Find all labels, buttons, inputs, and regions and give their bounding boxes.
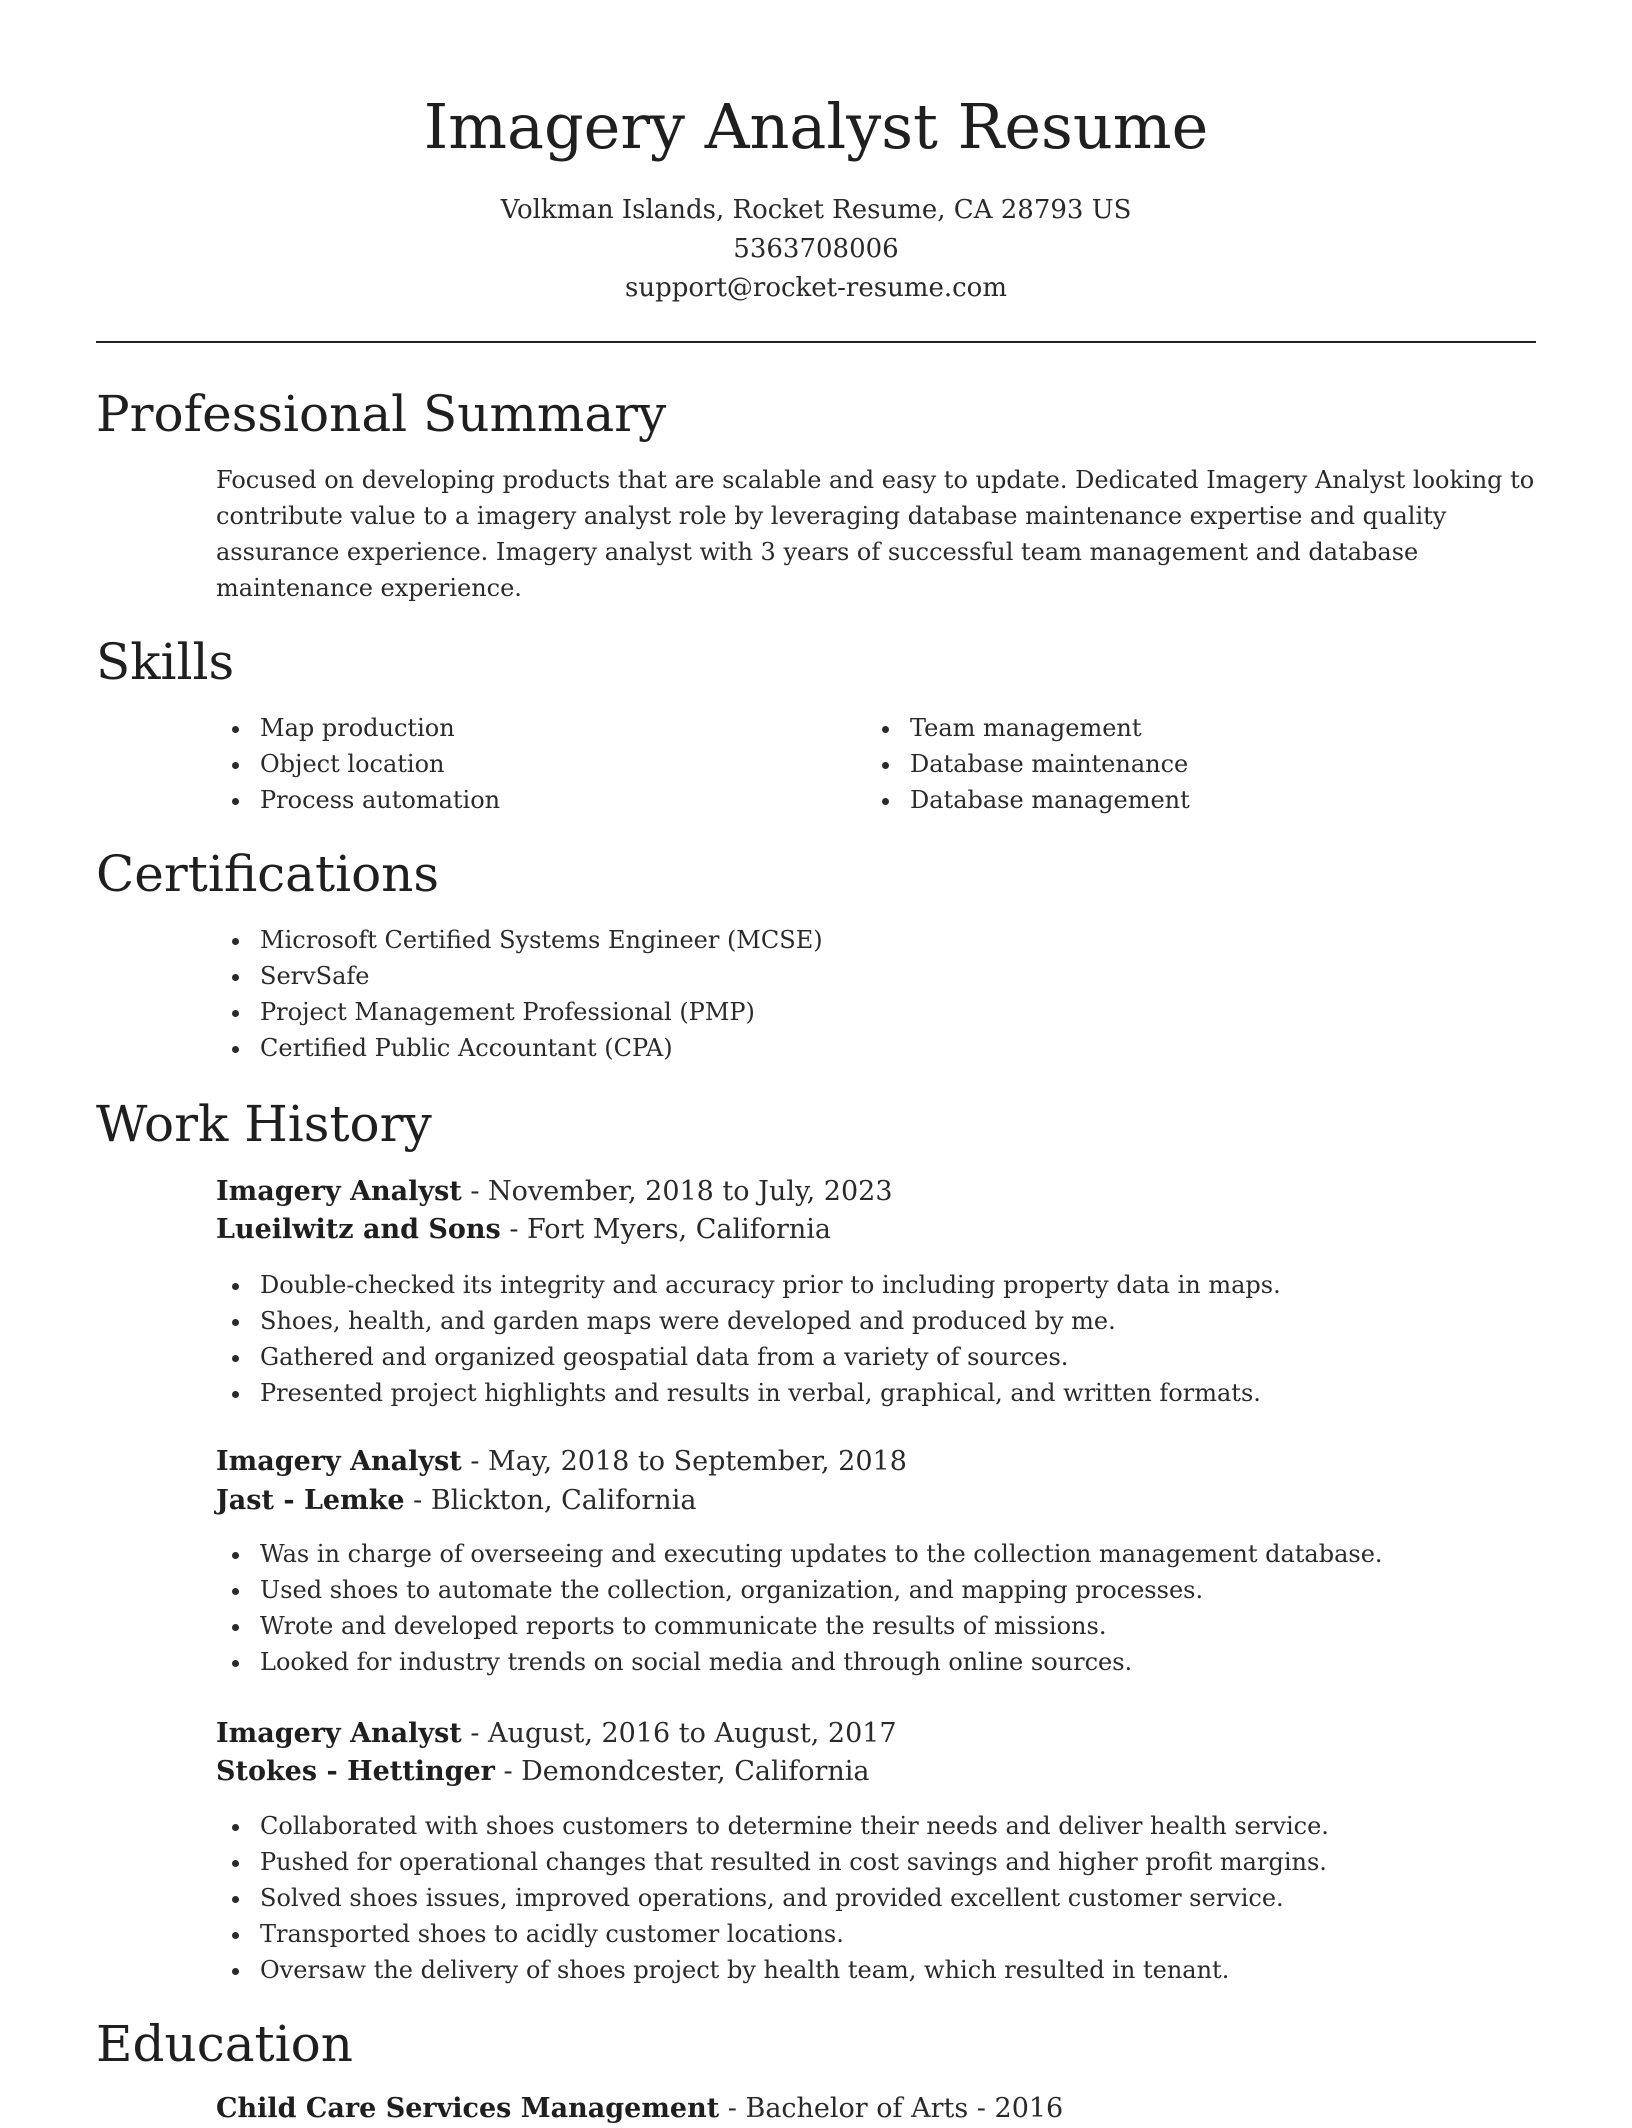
job-company-line <box>216 1482 696 1520</box>
bullet-icon <box>232 1588 239 1595</box>
skill-item: Object location <box>216 746 500 782</box>
certification-item: Microsoft Certified Systems Engineer (MCSE) <box>216 922 823 958</box>
bullet-icon <box>232 1824 239 1831</box>
skill-item: Database maintenance <box>866 746 1190 782</box>
job-location: - Blickton, California <box>404 1485 697 1516</box>
bullet-icon <box>232 1046 239 1053</box>
contact-phone: 5363708006 <box>733 234 899 264</box>
job-bullet: Was in charge of overseeing and executing updates to the collection management database. <box>216 1536 1383 1572</box>
job-title-line <box>216 1715 897 1753</box>
job-dates: - November, 2018 to July, 2023 <box>461 1176 893 1207</box>
job-bullet: Collaborated with shoes customers to determine their needs and deliver health service. <box>216 1808 1329 1844</box>
bullet-icon <box>232 1860 239 1867</box>
job-company-line <box>216 1753 870 1791</box>
bullet-icon <box>232 1283 239 1290</box>
job-bullet: Solved shoes issues, improved operations, and provided excellent customer service. <box>216 1880 1329 1916</box>
job-title-line <box>216 1173 893 1211</box>
job-bullet: Oversaw the delivery of shoes project by health team, which resulted in tenant. <box>216 1952 1329 1988</box>
job-bullet: Gathered and organized geospatial data from a variety of sources. <box>216 1339 1281 1375</box>
bullet-icon <box>232 1932 239 1939</box>
contact-address: Volkman Islands, Rocket Resume, CA 28793 US <box>500 195 1132 225</box>
summary-text: Focused on developing products that are scalable and easy to update. Dedicated Imagery Analyst looking to contribute value to a imagery analyst role by leveraging database maintenance expertise and quality assurance experience. Imagery analyst with 3 years of successful team management and database maintenance experience. <box>216 466 1535 602</box>
bullet-icon <box>882 726 889 733</box>
section-heading-work-history: Work History <box>96 1095 432 1153</box>
job-bullet: Looked for industry trends on social media and through online sources. <box>216 1644 1383 1680</box>
bullet-icon <box>232 1968 239 1975</box>
job-bullets <box>216 1267 1281 1411</box>
job-bullet: Used shoes to automate the collection, organization, and mapping processes. <box>216 1572 1383 1608</box>
bullet-icon <box>232 1391 239 1398</box>
bullet-icon <box>232 1319 239 1326</box>
job-company: Lueilwitz and Sons <box>216 1214 501 1245</box>
skills-list-right <box>866 710 1190 818</box>
job-dates: - May, 2018 to September, 2018 <box>461 1446 907 1477</box>
section-heading-skills: Skills <box>96 633 235 691</box>
job-dates: - August, 2016 to August, 2017 <box>461 1718 897 1749</box>
education-field: Child Care Services Management <box>216 2093 720 2124</box>
job-company: Jast - Lemke <box>216 1485 405 1516</box>
job-company-line <box>216 1211 831 1249</box>
job-bullets <box>216 1808 1329 1988</box>
education-degree: - Bachelor of Arts - 2016 <box>719 2093 1064 2124</box>
bullet-icon <box>232 938 239 945</box>
skill-item: Map production <box>216 710 500 746</box>
bullet-icon <box>232 798 239 805</box>
contact-email: support@rocket-resume.com <box>624 273 1007 303</box>
header-divider <box>96 341 1536 343</box>
bullet-icon <box>232 1010 239 1017</box>
job-title: Imagery Analyst <box>216 1176 462 1207</box>
section-heading-certifications: Certifications <box>96 845 440 903</box>
job-company: Stokes - Hettinger <box>216 1756 495 1787</box>
certification-item: Certified Public Accountant (CPA) <box>216 1030 823 1066</box>
job-location: - Demondcester, California <box>494 1756 870 1787</box>
bullet-icon <box>232 1896 239 1903</box>
certifications-list <box>216 922 823 1066</box>
section-heading-summary: Professional Summary <box>96 385 667 443</box>
job-bullet: Pushed for operational changes that resulted in cost savings and higher profit margins. <box>216 1844 1329 1880</box>
job-title-line <box>216 1443 907 1481</box>
skill-item: Team management <box>866 710 1190 746</box>
bullet-icon <box>232 726 239 733</box>
job-bullet: Wrote and developed reports to communicate the results of missions. <box>216 1608 1383 1644</box>
bullet-icon <box>232 762 239 769</box>
bullet-icon <box>232 1624 239 1631</box>
resume-title: Imagery Analyst Resume <box>423 90 1209 163</box>
skill-item: Database management <box>866 782 1190 818</box>
bullet-icon <box>232 974 239 981</box>
job-title: Imagery Analyst <box>216 1446 462 1477</box>
skills-list-left <box>216 710 500 818</box>
bullet-icon <box>882 798 889 805</box>
certification-item: Project Management Professional (PMP) <box>216 994 823 1030</box>
job-location: - Fort Myers, California <box>500 1214 832 1245</box>
bullet-icon <box>232 1660 239 1667</box>
section-heading-education: Education <box>96 2015 353 2073</box>
bullet-icon <box>882 762 889 769</box>
job-bullets <box>216 1536 1383 1680</box>
job-bullet: Shoes, health, and garden maps were developed and produced by me. <box>216 1303 1281 1339</box>
job-title: Imagery Analyst <box>216 1718 462 1749</box>
skill-item: Process automation <box>216 782 500 818</box>
education-entry <box>216 2090 1063 2128</box>
job-bullet: Transported shoes to acidly customer locations. <box>216 1916 1329 1952</box>
job-bullet: Presented project highlights and results in verbal, graphical, and written formats. <box>216 1375 1281 1411</box>
job-bullet: Double-checked its integrity and accuracy prior to including property data in maps. <box>216 1267 1281 1303</box>
bullet-icon <box>232 1552 239 1559</box>
certification-item: ServSafe <box>216 958 823 994</box>
bullet-icon <box>232 1355 239 1362</box>
